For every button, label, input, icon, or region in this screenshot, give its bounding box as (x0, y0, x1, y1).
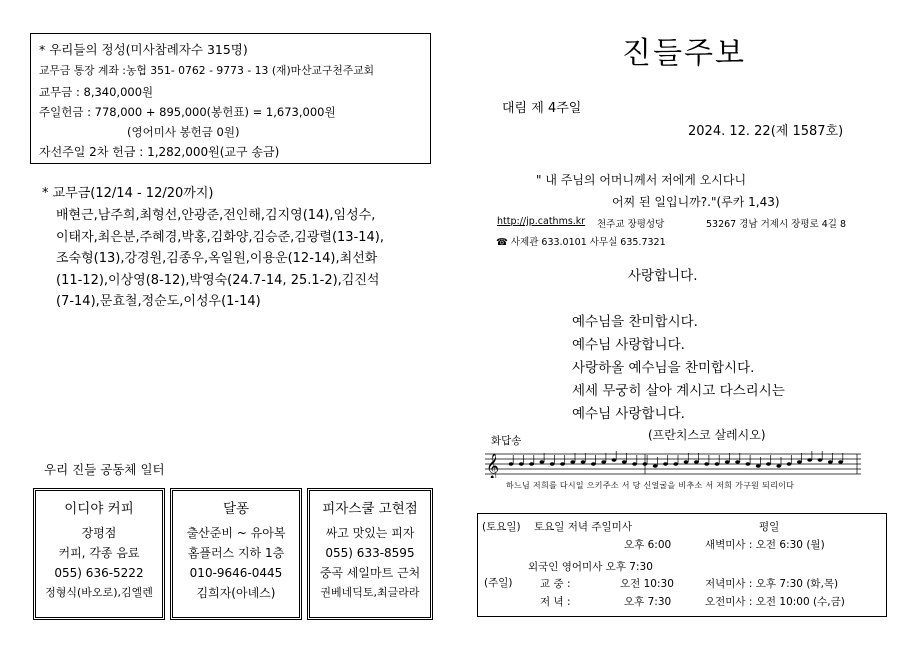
prayer-author: (프란치스코 살레시오) (648, 428, 766, 442)
shop-line: 싸고 맛있는 피자 (325, 526, 415, 540)
note (529, 462, 534, 466)
liturgical-week: 대림 제 4주일 (502, 101, 582, 116)
mass-schedule (477, 513, 887, 617)
note (735, 460, 740, 464)
kyomu-line: 배현근,남주희,최형선,안광준,전인해,김지영(14),임성수, (56, 208, 376, 223)
kyomu-line: 이태자,최은분,주혜경,박홍,김화양,김승준,김광렬(13-14), (56, 229, 385, 245)
school-time: 오전 10:30 (620, 578, 674, 590)
kyomu-line: (7-14),문효철,정순도,이성우(1-14) (56, 294, 261, 309)
note (653, 464, 658, 468)
parish-address: 53267 경남 거제시 장평로 4길 8 (706, 219, 847, 230)
dawn-mass: 새벽미사 : 오전 6:30 (월) (705, 539, 825, 551)
offering-charity: 자선주일 2차 헌금 : 1,282,000원(교구 송금) (39, 145, 280, 159)
quote-line-2: 어찌 된 일입니까?."(루카 1,43) (612, 195, 780, 209)
shop-line: 중곡 세일마트 근처 (319, 566, 421, 580)
night-time: 오후 7:30 (624, 596, 672, 608)
shop-line: 김희자(아녜스) (196, 586, 276, 600)
prayer-line: 예수님 사랑합니다. (572, 337, 685, 353)
note (787, 462, 792, 466)
note (560, 462, 565, 466)
note (591, 462, 596, 466)
shop-line: 홈플러스 지하 1층 (187, 546, 285, 560)
love-title: 사랑합니다. (628, 268, 698, 284)
parish-name: 천주교 장평성당 (597, 219, 665, 230)
note (673, 462, 678, 466)
note (643, 462, 648, 466)
treble-clef-icon: 𝄞 (486, 454, 500, 478)
note (550, 462, 555, 466)
note (756, 464, 761, 468)
note (581, 460, 586, 464)
note (725, 460, 730, 464)
note (766, 462, 771, 466)
note (818, 458, 823, 462)
morning-weekday: 오전미사 : 오전 10:00 (수,금) (705, 596, 845, 608)
love-prayer (572, 310, 785, 425)
shop-card (170, 488, 302, 620)
shop-name: 피자스쿨 고현점 (322, 501, 418, 517)
note (622, 460, 627, 464)
offering-kyomu: 교무금 : 8,340,000원 (39, 85, 154, 99)
prayer-line: 사랑하올 예수님을 찬미합시다. (572, 360, 755, 376)
weekday-title: 평일 (759, 521, 780, 533)
sat-label: (토요일) (482, 521, 521, 533)
shop-line: 출산준비 ~ 유아복 (186, 526, 286, 540)
bulletin-title: 진들주보 (622, 36, 746, 71)
note (509, 462, 514, 466)
offering-title: * 우리들의 정성(미사참례자수 315명) (39, 42, 248, 57)
hymn-label: 화답송 (491, 435, 522, 447)
kyomu-names (56, 204, 384, 312)
prayer-line: 세세 무궁히 살아 계시고 다스리시는 (572, 383, 785, 399)
note (704, 462, 709, 466)
note (540, 460, 545, 464)
note (519, 462, 524, 466)
offering-sunday: 주일헌금 : 778,000 + 895,000(봉헌표) = 1,673,000원 (39, 105, 336, 119)
offering-english: (영어미사 봉헌금 0원) (127, 125, 240, 139)
offering-box (30, 33, 431, 164)
note (601, 460, 606, 464)
note (663, 462, 668, 466)
note (715, 462, 720, 466)
shop-name: 이디야 커피 (64, 501, 134, 517)
sun-label: (주일) (484, 577, 513, 589)
shop-card (307, 488, 433, 620)
sat-title: 토요일 저녁 주일미사 (534, 521, 632, 533)
note (797, 460, 802, 464)
note (684, 460, 689, 464)
issue-date: 2024. 12. 22(제 1587호) (688, 124, 844, 139)
note (746, 462, 751, 466)
shop-line: 권베네딕토,최글라라 (320, 586, 420, 599)
prayer-line: 예수님 사랑합니다. (572, 406, 685, 422)
music-staff (485, 450, 863, 478)
foreign-mass: 외국인 영어미사 오후 7:30 (528, 561, 653, 573)
shop-line: 055) 636-5222 (54, 566, 144, 580)
shop-name: 달퐁 (222, 501, 250, 517)
parish-phone: ☎ 사제관 633.0101 사무실 635.7321 (496, 237, 666, 248)
note (570, 460, 575, 464)
shop-card (33, 488, 165, 620)
shop-line: 055) 633-8595 (325, 546, 415, 560)
note (632, 462, 637, 466)
sat-time: 오후 6:00 (624, 539, 672, 551)
prayer-line: 예수님을 찬미합시다. (572, 314, 698, 330)
shop-line: 커피, 각종 음료 (58, 546, 140, 560)
parish-url[interactable]: http://jp.cathms.kr (497, 216, 586, 227)
note (776, 464, 781, 468)
kyomu-line: (11-12),이상영(8-12),박영숙(24.7-14, 25.1-2),김진석 (56, 272, 380, 288)
evening-weekday: 저녁미사 : 오후 7:30 (화,목) (705, 578, 839, 590)
shop-line: 정형식(바오로),김엘렌 (45, 586, 153, 599)
note (612, 458, 617, 462)
quote-line-1: " 내 주님의 어머니께서 저에게 오시다니 (536, 173, 747, 187)
shop-line: 010-9646-0445 (189, 566, 283, 580)
shop-line: 장평점 (81, 526, 117, 540)
note (807, 458, 812, 462)
offering-account: 교무금 통장 계좌 :농협 351- 0762 - 9773 - 13 (재)마산교구천주교회 (39, 64, 375, 77)
community-title: 우리 진들 공동체 일터 (44, 462, 165, 477)
note (828, 460, 833, 464)
kyomu-line: 조숙형(13),강경원,김종우,옥일원,이용운(12-14),최선화 (56, 251, 378, 266)
note (838, 460, 843, 464)
school-mass: 교 중 : (540, 578, 571, 590)
night-mass: 저 녁 : (540, 596, 571, 608)
note (694, 460, 699, 464)
kyomu-title: * 교무금(12/14 - 12/20까지) (42, 186, 214, 201)
hymn-lyrics: 하느님 저희를 다시일 으키주소 서 당 신얼굴을 비추소 서 저희 가구원 되리이다 (506, 481, 795, 490)
